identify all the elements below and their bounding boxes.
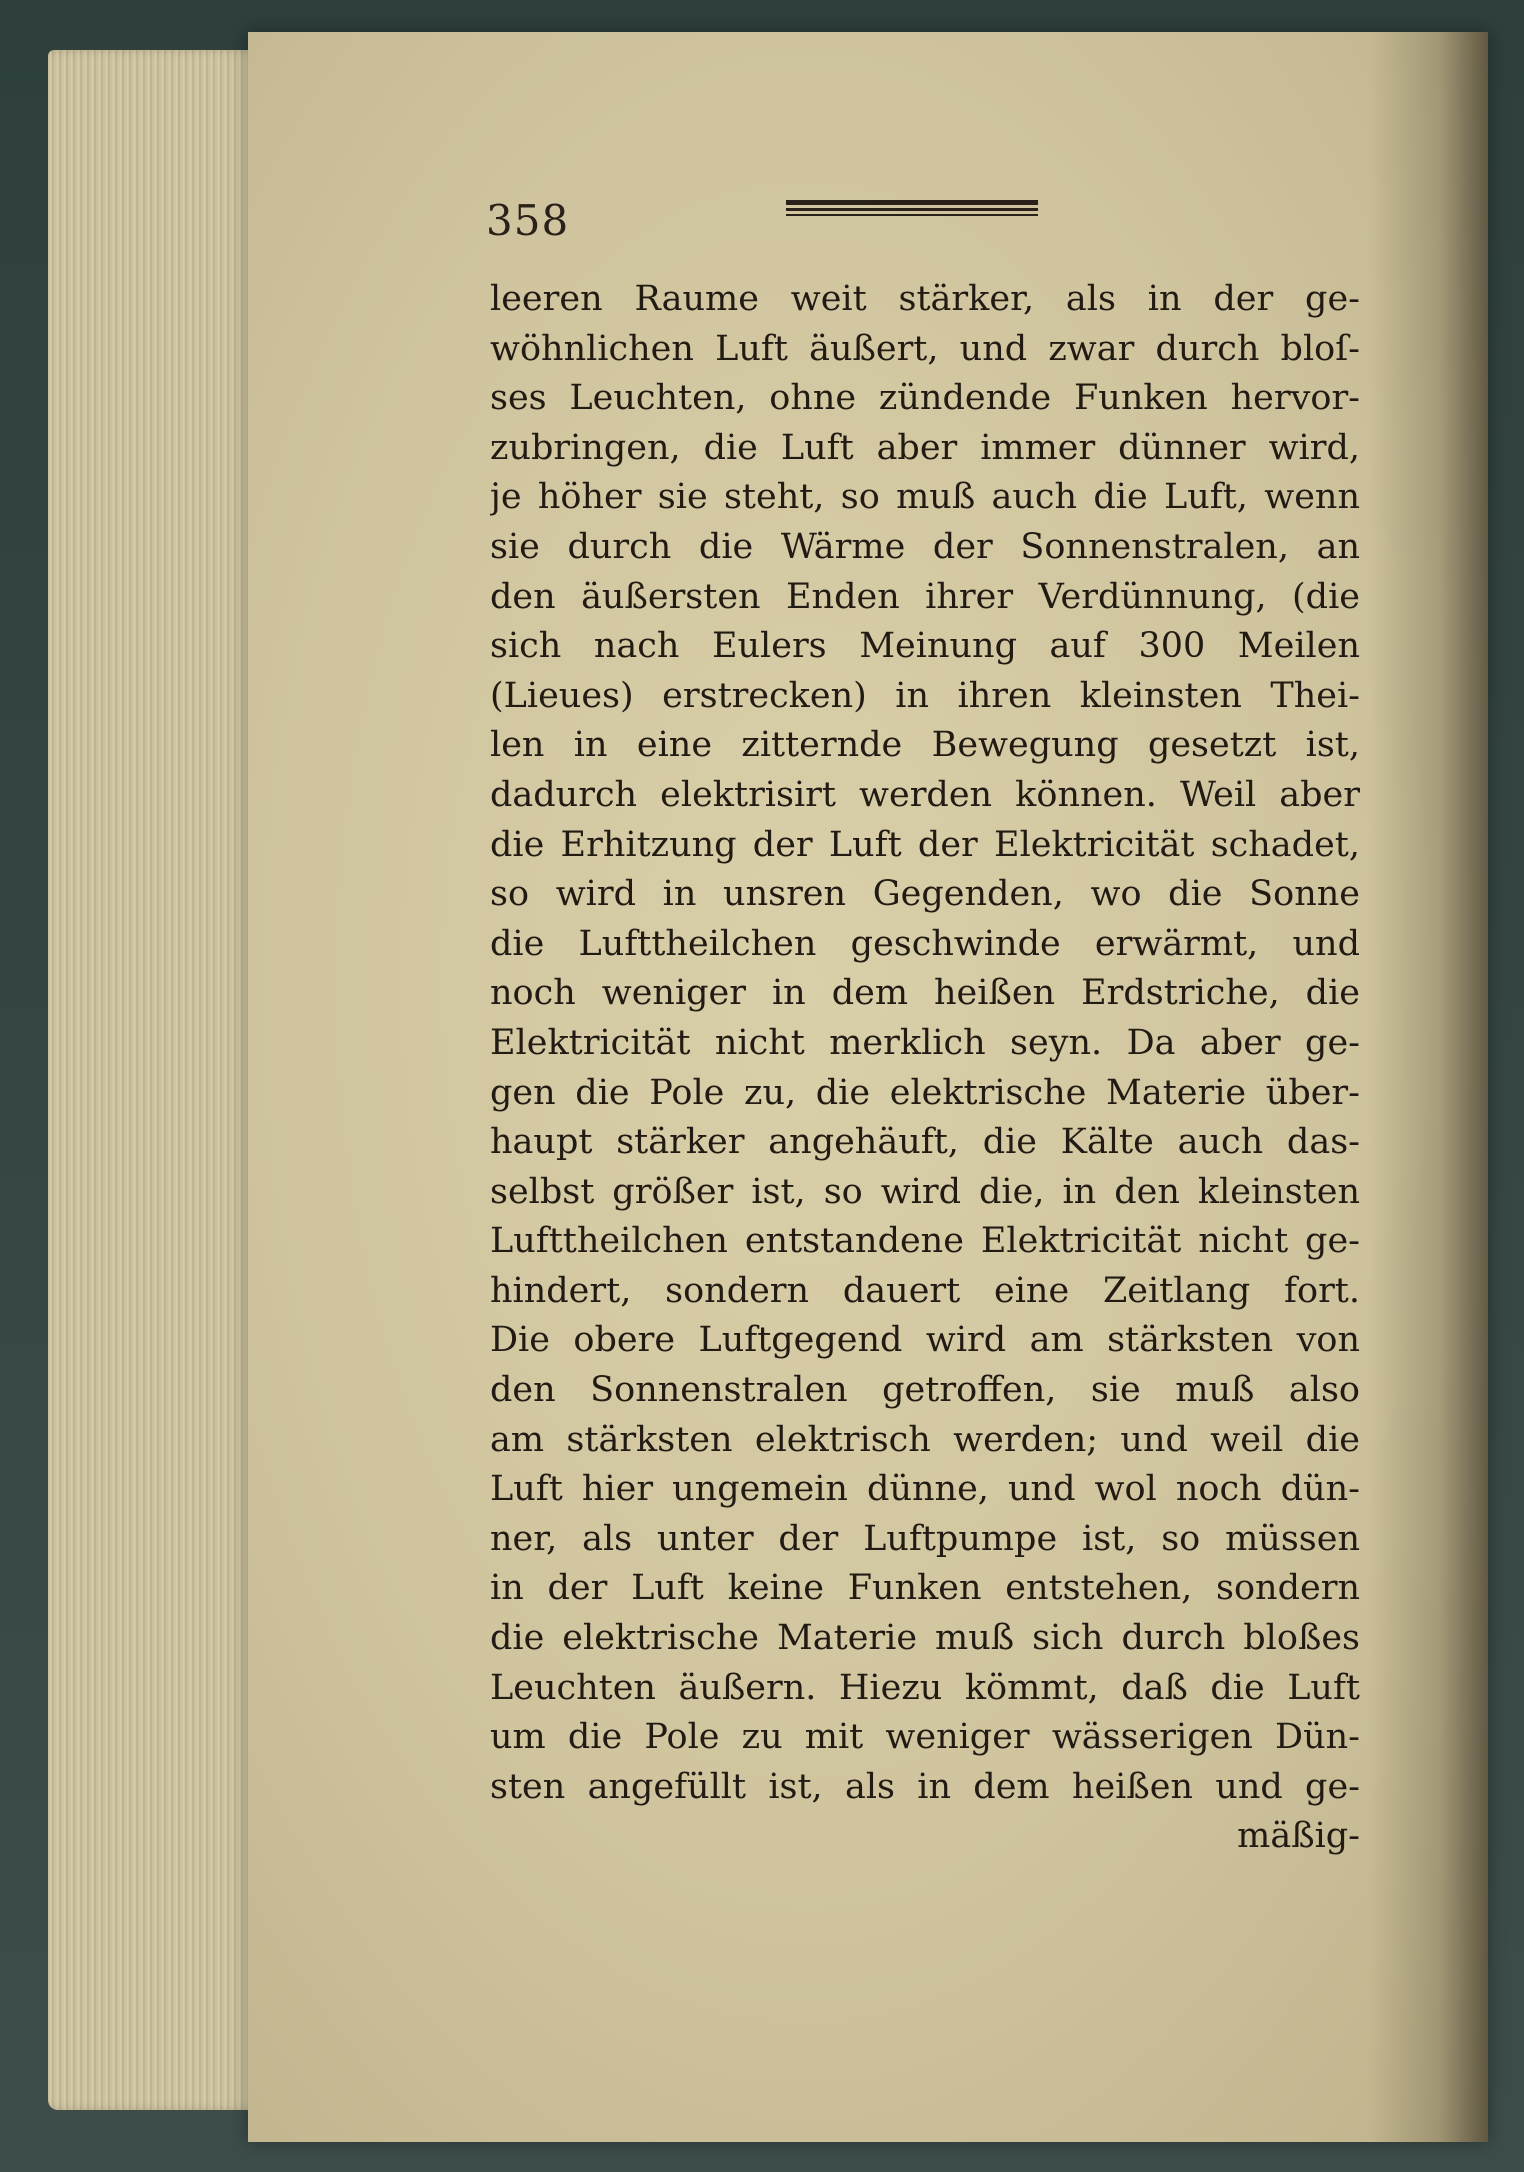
text-line: hindert, sondern dauert eine Zeitlang fort. xyxy=(490,1270,1360,1311)
text-line: in der Luft keine Funken entstehen, sondern xyxy=(490,1568,1360,1609)
text-line: zubringen, die Luft aber immer dünner wird, xyxy=(490,427,1360,468)
text-line: Lufttheilchen entstandene Elektricität nicht ge- xyxy=(490,1221,1360,1262)
page-number: 358 xyxy=(486,196,570,245)
text-line: Elektricität nicht merklich seyn. Da aber ge- xyxy=(490,1022,1360,1063)
page-gutter xyxy=(1368,32,1488,2142)
text-line: Die obere Luftgegend wird am stärksten von xyxy=(490,1320,1360,1361)
rule-line xyxy=(786,200,1038,205)
text-line: die Lufttheilchen geschwinde erwärmt, und xyxy=(490,923,1360,964)
text-line: am stärksten elektrisch werden; und weil die xyxy=(490,1419,1360,1460)
text-line: je höher sie steht, so muß auch die Luft, wenn xyxy=(490,477,1360,518)
rule-line xyxy=(786,208,1038,211)
text-line: sten angefüllt ist, als in dem heißen und ge- xyxy=(490,1766,1360,1807)
text-line: haupt stärker angehäuft, die Kälte auch das- xyxy=(490,1122,1360,1163)
text-line: ner, als unter der Luftpumpe ist, so müssen xyxy=(490,1518,1360,1559)
text-line: den äußersten Enden ihrer Verdünnung, (die xyxy=(490,576,1360,617)
text-line: len in eine zitternde Bewegung gesetzt ist, xyxy=(490,725,1360,766)
text-line: leeren Raume weit stärker, als in der ge- xyxy=(490,279,1360,319)
catchword: mäßig- xyxy=(1237,1816,1360,1857)
text-line: noch weniger in dem heißen Erdstriche, die xyxy=(490,973,1360,1014)
text-line: die Erhitzung der Luft der Elektricität schadet, xyxy=(490,824,1360,865)
text-line: Luft hier ungemein dünne, und wol noch dün- xyxy=(490,1469,1360,1510)
text-line: wöhnlichen Luft äußert, und zwar durch bloſ- xyxy=(490,328,1360,369)
text-line: um die Pole zu mit weniger wässerigen Dün- xyxy=(490,1717,1360,1758)
text-line: gen die Pole zu, die elektrische Materie über- xyxy=(490,1072,1360,1113)
text-line: Leuchten äußern. Hiezu kömmt, daß die Luft xyxy=(490,1667,1360,1708)
text-body xyxy=(490,275,1360,1862)
text-line: ses Leuchten, ohne zündende Funken hervor- xyxy=(490,378,1360,419)
text-line: die elektrische Materie muß sich durch bloßes xyxy=(490,1618,1360,1659)
text-line: so wird in unsren Gegenden, wo die Sonne xyxy=(490,874,1360,915)
header-ornament-rule xyxy=(786,200,1038,218)
text-line: sie durch die Wärme der Sonnenstralen, an xyxy=(490,526,1360,567)
text-line: (Lieues) erstrecken) in ihren kleinsten Thei- xyxy=(490,675,1360,716)
text-line: sich nach Eulers Meinung auf 300 Meilen xyxy=(490,626,1360,667)
rule-line xyxy=(786,214,1038,216)
text-line: den Sonnenstralen getroffen, sie muß also xyxy=(490,1370,1360,1411)
text-line: selbst größer ist, so wird die, in den kleinsten xyxy=(490,1171,1360,1212)
text-line: dadurch elektrisirt werden können. Weil aber xyxy=(490,774,1360,815)
